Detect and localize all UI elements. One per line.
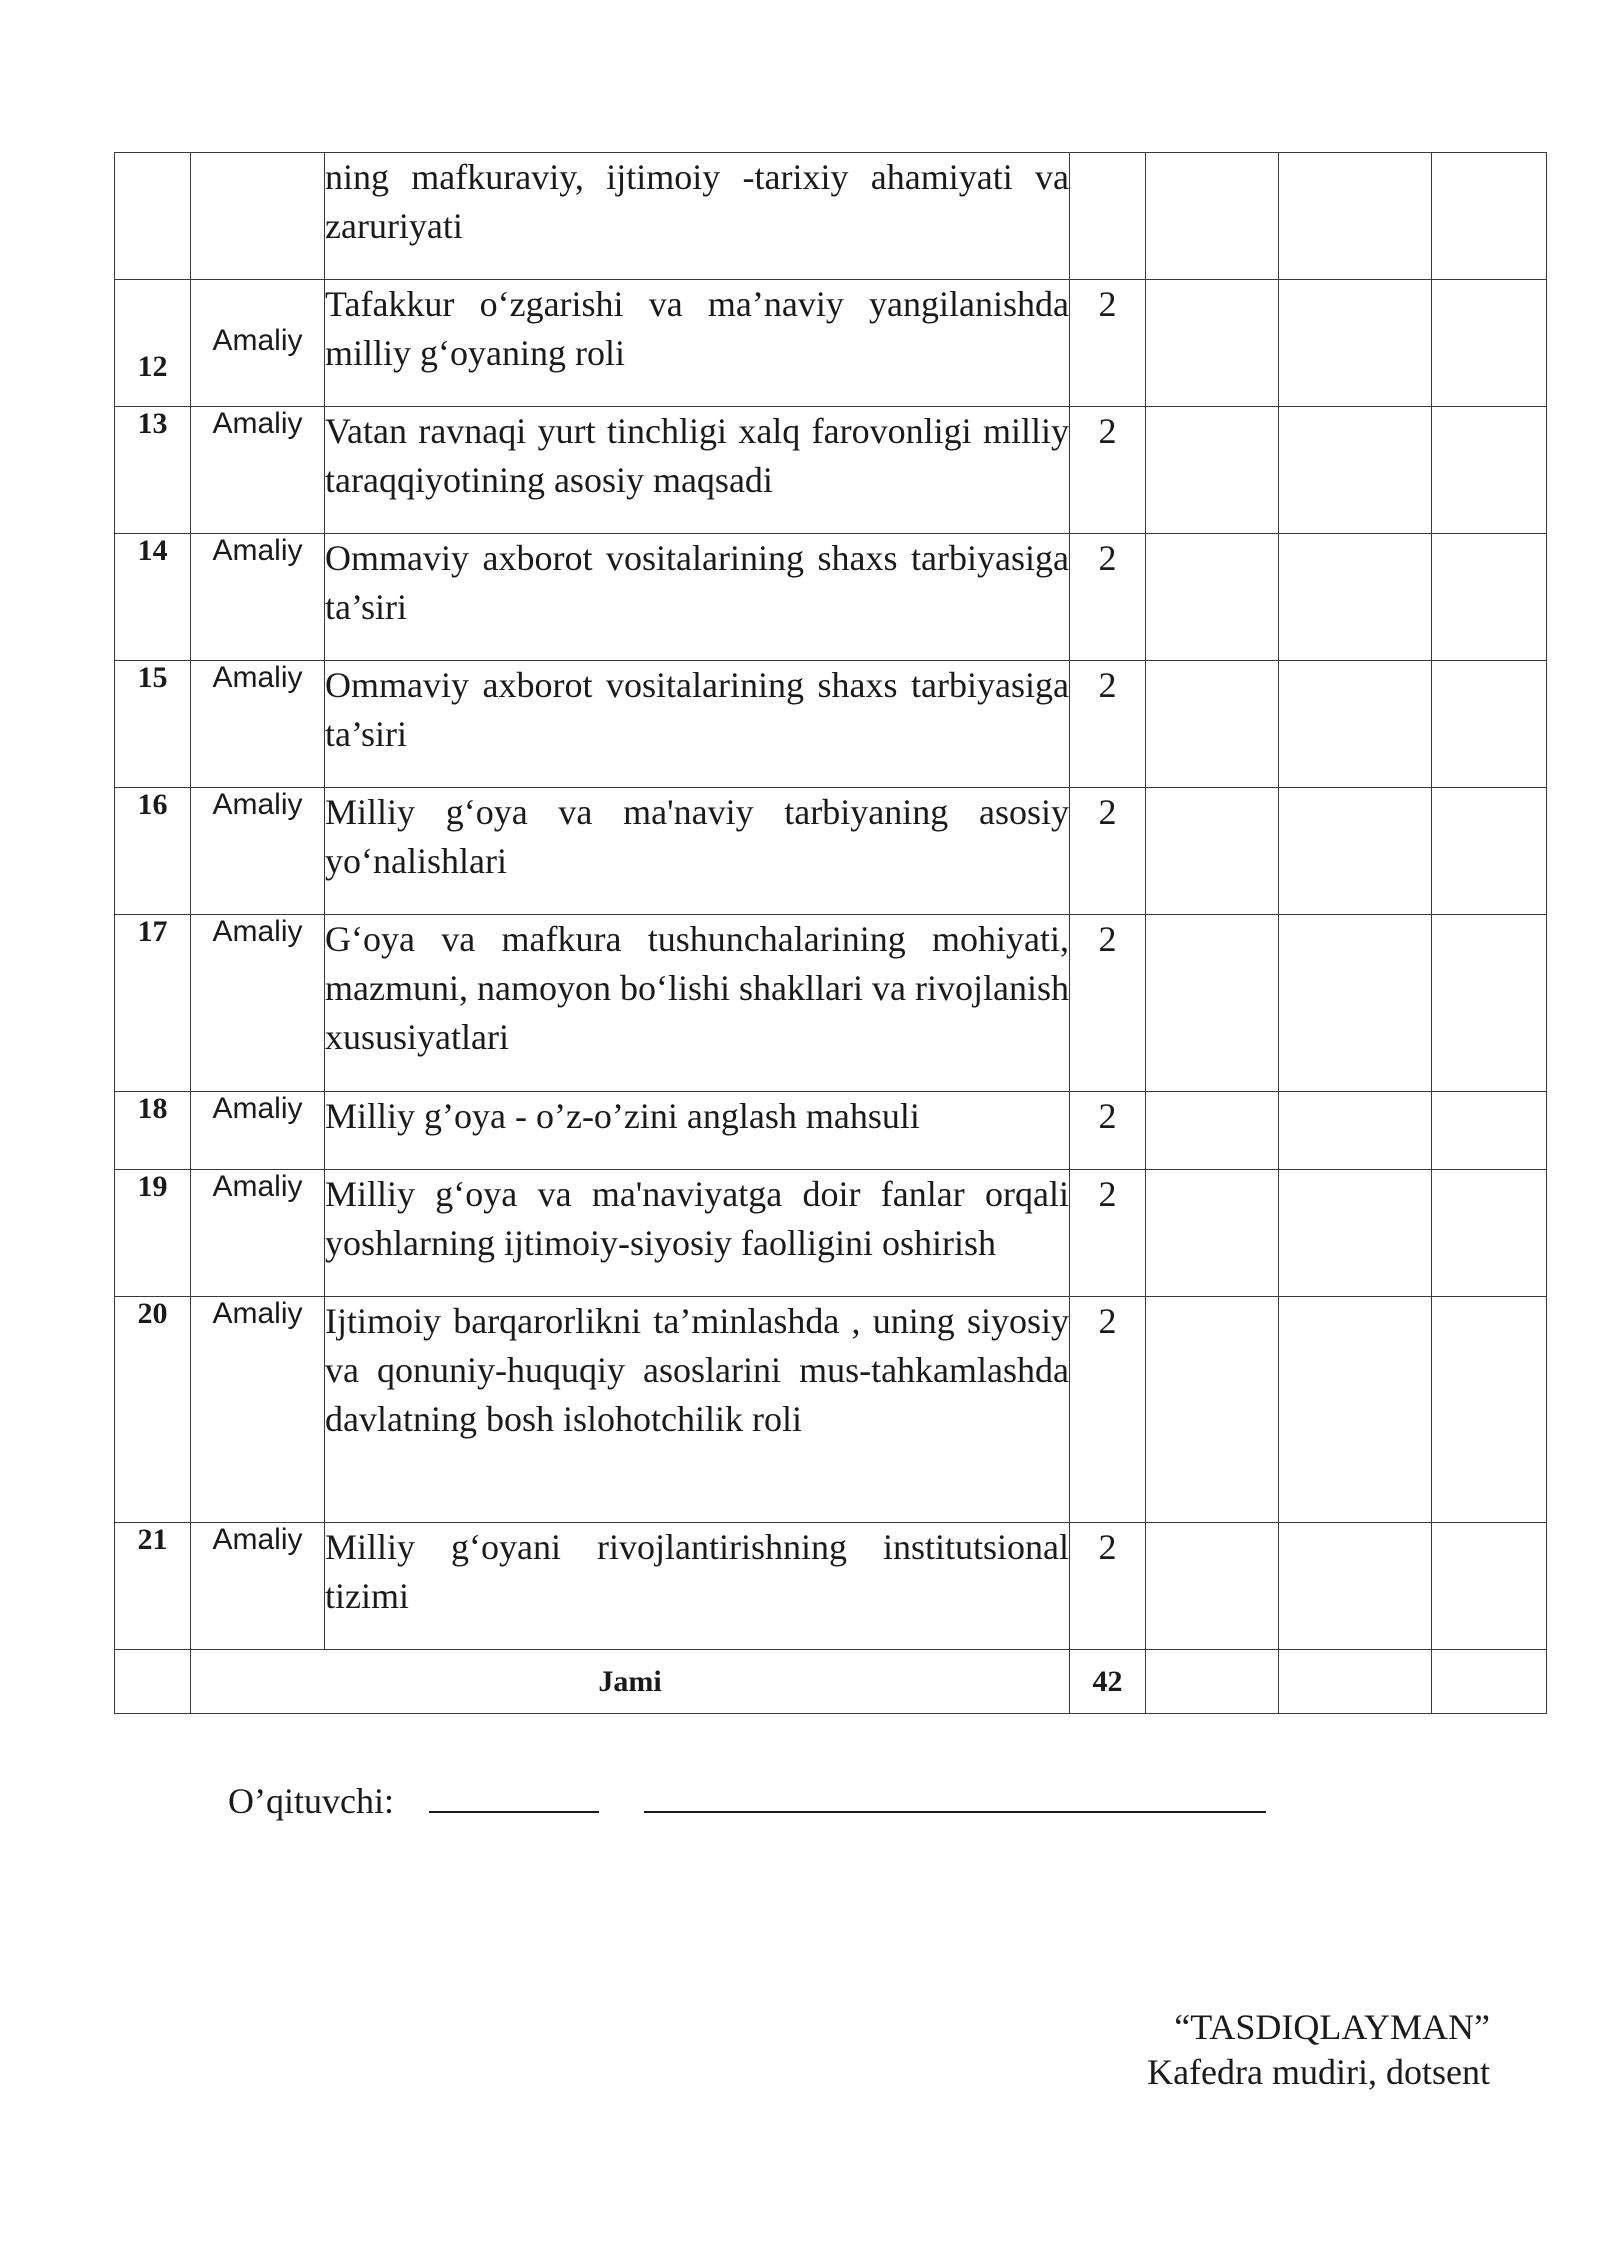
lesson-type: Amaliy: [191, 1170, 325, 1297]
topic-text: Vatan ravnaqi yurt tinchligi xalq farovonligi milliy taraqqiyotining asosiy maqsadi: [325, 407, 1070, 534]
hours-value: 2: [1070, 407, 1146, 534]
lesson-type: Amaliy: [191, 788, 325, 915]
lesson-type-cell: [191, 153, 325, 280]
topic-cell: ning mafkuraviy, ijtimoiy -tarixiy ahamiyati va zaruriyati: [325, 153, 1070, 280]
empty-cell: [1279, 1650, 1432, 1714]
lesson-type: Amaliy: [191, 1523, 325, 1650]
empty-cell: [1146, 407, 1279, 534]
row-number: 18: [115, 1092, 191, 1170]
signature-blank: [429, 1781, 599, 1813]
empty-cell: [1279, 1170, 1432, 1297]
empty-cell: [1279, 407, 1432, 534]
table-row: [115, 661, 1547, 788]
empty-cell: [1146, 1523, 1279, 1650]
empty-cell: [1432, 1523, 1547, 1650]
topic-text: Milliy g’oya - o’z-o’zini anglash mahsuli: [325, 1092, 1070, 1170]
topic-text: Ommaviy axborot vositalarining shaxs tarbiyasiga ta’siri: [325, 661, 1070, 788]
empty-cell: [1279, 661, 1432, 788]
empty-cell: [1432, 661, 1547, 788]
lesson-type: Amaliy: [191, 1092, 325, 1170]
empty-cell: [1432, 534, 1547, 661]
table-row: [115, 788, 1547, 915]
hours-value: 2: [1070, 1170, 1146, 1297]
table-row: [115, 534, 1547, 661]
row-number: 16: [115, 788, 191, 915]
empty-cell: [1432, 1297, 1547, 1523]
lesson-type: Amaliy: [191, 1297, 325, 1523]
topic-text: Milliy g‘oya va ma'naviy tarbiyaning asosiy yo‘nalishlari: [325, 788, 1070, 915]
empty-cell: [1146, 788, 1279, 915]
hours-value: 2: [1070, 1523, 1146, 1650]
empty-cell: [1146, 153, 1279, 280]
total-label: Jami: [191, 1650, 1070, 1714]
lesson-plan-table: [114, 152, 1547, 1714]
empty-cell: [1432, 1092, 1547, 1170]
empty-cell: [1432, 915, 1547, 1092]
row-number: 17: [115, 915, 191, 1092]
row-number: 14: [115, 534, 191, 661]
hours-value: 2: [1070, 1297, 1146, 1523]
empty-cell: [1146, 1650, 1279, 1714]
table-row: [115, 1170, 1547, 1297]
table-row-continuation: [115, 153, 1547, 280]
empty-cell: [1432, 788, 1547, 915]
approval-position: Kafedra mudiri, dotsent: [1147, 2052, 1490, 2092]
approval-title: “TASDIQLAYMAN”: [1174, 2007, 1490, 2047]
row-number: 13: [115, 407, 191, 534]
empty-cell: [1279, 1297, 1432, 1523]
table-row: [115, 407, 1547, 534]
empty-cell: [1279, 153, 1432, 280]
total-row: [115, 1650, 1547, 1714]
table-row: [115, 915, 1547, 1092]
topic-text: Milliy g‘oyani rivojlantirishning institutsional tizimi: [325, 1523, 1070, 1650]
empty-cell: [1146, 661, 1279, 788]
hours-value: 2: [1070, 1092, 1146, 1170]
teacher-label: O’qituvchi:: [228, 1781, 394, 1821]
empty-cell: [1432, 153, 1547, 280]
empty-cell: [1279, 534, 1432, 661]
topic-text: Ijtimoiy barqarorlikni ta’minlashda , uning siyosiy va qonuniy-huquqiy asoslarini mus-tahkamlashda davlatning bosh islohotchilik roli: [325, 1297, 1070, 1523]
table-row: [115, 1092, 1547, 1170]
empty-cell: [1146, 1297, 1279, 1523]
topic-text: Ommaviy axborot vositalarining shaxs tarbiyasiga ta’siri: [325, 534, 1070, 661]
lesson-type: Amaliy: [191, 915, 325, 1092]
total-hours: 42: [1070, 1650, 1146, 1714]
lesson-type: Amaliy: [191, 280, 325, 407]
empty-cell: [1279, 1092, 1432, 1170]
topic-text: G‘oya va mafkura tushunchalarining mohiyati, mazmuni, namoyon bo‘lishi shakllari va rivojlanish xususiyatlari: [325, 915, 1070, 1092]
row-number: 20: [115, 1297, 191, 1523]
hours-value: 2: [1070, 534, 1146, 661]
empty-cell: [1432, 280, 1547, 407]
hours-value: 2: [1070, 915, 1146, 1092]
table-row: [115, 280, 1547, 407]
table-row: [115, 1297, 1547, 1523]
empty-cell: [1146, 534, 1279, 661]
lesson-type: Amaliy: [191, 534, 325, 661]
empty-cell: [1146, 915, 1279, 1092]
topic-text: Milliy g‘oya va ma'naviyatga doir fanlar orqali yoshlarning ijtimoiy-siyosiy faolligini oshirish: [325, 1170, 1070, 1297]
empty-cell: [1432, 1650, 1547, 1714]
approval-block: [1147, 2005, 1490, 2095]
hours-value: 2: [1070, 661, 1146, 788]
row-number-cell: [115, 153, 191, 280]
row-number: 12: [115, 280, 191, 407]
empty-cell: [1279, 280, 1432, 407]
hours-cell: [1070, 153, 1146, 280]
empty-cell: [1146, 280, 1279, 407]
row-number: 19: [115, 1170, 191, 1297]
empty-cell: [1146, 1170, 1279, 1297]
empty-cell: [115, 1650, 191, 1714]
row-number: 15: [115, 661, 191, 788]
lesson-type: Amaliy: [191, 407, 325, 534]
empty-cell: [1279, 915, 1432, 1092]
hours-value: 2: [1070, 788, 1146, 915]
table-row: [115, 1523, 1547, 1650]
row-number: 21: [115, 1523, 191, 1650]
name-blank: [644, 1781, 1266, 1813]
empty-cell: [1432, 407, 1547, 534]
topic-text: Tafakkur o‘zgarishi va ma’naviy yangilanishda milliy g‘oyaning roli: [325, 280, 1070, 407]
empty-cell: [1279, 1523, 1432, 1650]
lesson-type: Amaliy: [191, 661, 325, 788]
empty-cell: [1432, 1170, 1547, 1297]
empty-cell: [1279, 788, 1432, 915]
empty-cell: [1146, 1092, 1279, 1170]
hours-value: 2: [1070, 280, 1146, 407]
teacher-signature-line: [228, 1780, 1266, 1822]
